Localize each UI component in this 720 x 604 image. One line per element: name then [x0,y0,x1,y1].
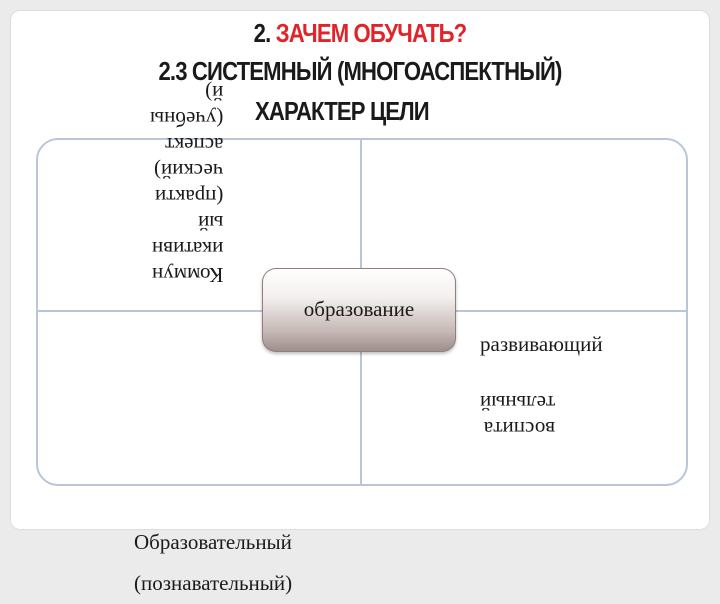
center-node-label: образование [303,297,415,321]
slide-title [54,18,666,49]
center-node [262,268,456,352]
quadrant-top-left-rotated-label: Коммун икативн ый (практи ческий) аспект (учебны й) [150,81,224,287]
quadrant-bottom-right-rotated-label: воспита тельный [480,391,556,441]
quadrant-top-right-label: развивающий [480,332,603,356]
title-accent: ЗАЧЕМ ОБУЧАТЬ? [275,18,467,48]
quadrant-bottom-left-label [134,522,292,604]
title-prefix: 2. [253,18,276,48]
bottom-left-line2: (познавательный) [134,570,293,595]
slide-subtitle-line2: ХАРАКТЕР ЦЕЛИ [255,96,429,126]
bottom-left-line1: Образовательный [134,530,292,554]
slide-subtitle-line1: 2.3 СИСТЕМНЫЙ (МНОГОАСПЕКТНЫЙ) [158,56,562,86]
